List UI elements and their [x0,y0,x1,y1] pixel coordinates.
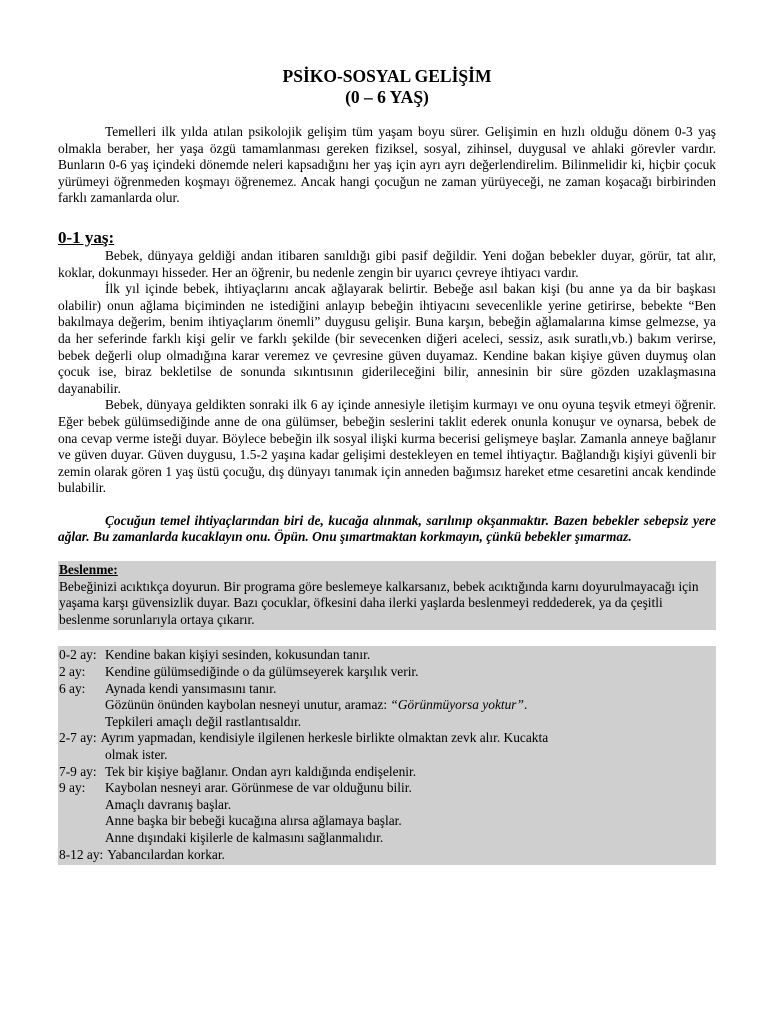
milestone-text-before: Gözünün önünden kaybolan nesneyi unutur, aramaz: [105,697,391,713]
milestone-age [59,697,105,714]
milestone-text: Anne başka bir bebeği kucağına alırsa ağlamaya başlar. [105,813,402,829]
intro-paragraph: Temelleri ilk yılda atılan psikolojik gelişim tüm yaşam boyu sürer. Gelişimin en hızlı olduğu dönem 0-3 yaş olmakla beraber, her yaşa özgü tamamlanması gereken fiziksel, sosyal, zihinsel, duygusal ve ahlaki görevler vardır. Bunların 0-6 yaş içindeki dönemde neleri kapsadığını her yaş için ayrı ayrı değerlendirelim. Bilinmelidir ki, hiçbir çocuk yürümeyi öğrenmeden koşmayı öğrenemez. Ancak hangi çocuğun ne zaman yürüyeceği, ne zaman koşacağı birbirinden farklı zamanlarda olur. [58,124,716,206]
milestone-row [59,764,713,781]
milestone-age: 0-2 ay: [59,647,97,663]
section-paragraph-3: Bebek, dünyaya geldikten sonraki ilk 6 ay içinde annesiyle iletişim kurmayı ve onu oyuna teşvik etmeyi öğrenir. Eğer bebek gülümsediğinde anne de ona gülümser, bebeğin seslerini taklit ederek onunla konuşur ve oynarsa, bebek de ona cevap verme isteği duyar. Böylece bebeğin ilk sosyal ilişki kurma becerisi gelişmeye başlar. Zamanla anneye bağlanır ve güven duyar. Güven duygusu, 1.5-2 yaşına kadar gelişimi destekleyen en temel ihtiyaçtır. Bağlandığı kişiyi güvenli bir zemin olarak gören 1 yaş üstü çocuğu, dış dünyayı tanımak için anneden bağımsız hareket etme cesaretini ancak kendinde bulabilir. [58,397,716,496]
milestone-age [59,747,105,764]
milestone-age [59,830,105,847]
section-body [58,248,716,497]
highlight-paragraph: Çocuğun temel ihtiyaçlarından biri de, kucağa alınmak, sarılınıp okşanmaktır. Bazen bebekler sebepsiz yere ağlar. Bu zamanlarda kucaklayın onu. Öpün. Onu şımartmaktan korkmayın, çünkü bebekler şımarmaz. [58,512,716,545]
milestone-age [59,813,105,830]
milestone-text: Tek bir kişiye bağlanır. Ondan ayrı kaldığında endişelenir. [105,763,417,779]
milestone-age: 9 ay: [59,780,86,796]
milestone-row [59,747,713,764]
section-heading: 0-1 yaş: [58,227,115,247]
milestone-row [59,830,713,847]
milestone-text-after: . [523,697,528,713]
milestone-row [59,647,713,664]
milestone-text: Amaçlı davranış başlar. [105,796,232,812]
milestone-age: 2-7 ay: [59,730,97,746]
milestones-box [58,646,716,865]
milestone-row [59,714,713,731]
milestone-row [59,730,713,747]
feeding-box-text: Bebeğinizi acıktıkça doyurun. Bir programa göre beslemeye kalkarsanız, bebek acıktığında karnı doyurulmayacağı için yaşama karşı güvensizlik duyar. Bazı çocuklar, öfkesini daha ilerki yaşlarda beslenmeyi reddederek, ya da çeşitli beslenme sorunlarıyla ortaya çıkarır. [59,578,699,627]
milestone-text: Yabancılardan korkar. [107,846,225,862]
milestone-age: 6 ay: [59,680,86,696]
milestone-text [105,697,713,714]
milestone-age: 7-9 ay: [59,763,97,779]
milestone-text: Kaybolan nesneyi arar. Görünmese de var olduğunu bilir. [105,780,412,796]
feeding-box-heading: Beslenme: [59,562,118,578]
milestone-row [59,847,713,864]
milestone-age [59,714,105,731]
milestone-text: Anne dışındaki kişilerle de kalmasını sağlanmalıdır. [105,829,384,845]
section-paragraph-2: İlk yıl içinde bebek, ihtiyaçlarını ancak ağlayarak belirtir. Bebeğe asıl bakan kişi (bu anne ya da bir başkası olabilir) onun ağlama biçiminden ne istediğini anlayıp bebeğin ihtiyacını sevecenlikle yerine getirirse, bebekte “Ben bakılmaya değerim, benim ihtiyaçlarım önemli” duygusu gelişir. Buna karşın, bebeğin ağlamalarına kimse gelmezse, ya da her seferinde farklı kişi gelir ve farklı şekilde (bir sevecenken diğeri aceleci, sessiz, asık suratlı,vb.) bakım verirse, bebek değerli olup olmadığına karar veremez ve çevresine güven duyamaz. Kendine bakan kişiye güven duymuş olan çocuk ise, biraz bekletilse de sonunda sıkıntısının giderileceğini bilir, annesinin bir süre gözden uzaklaşmasına dayanabilir. [58,281,716,396]
milestone-row [59,664,713,681]
milestone-text: Aynada kendi yansımasını tanır. [105,680,277,696]
document-page [58,66,716,865]
milestone-quote: “Görünmüyorsa yoktur” [390,697,524,713]
milestone-row [59,780,713,797]
milestone-age: 8-12 ay: [59,846,104,862]
title-line-1: PSİKO-SOSYAL GELİŞİM [282,66,492,86]
milestone-text: olmak ister. [105,747,168,762]
document-title [58,66,716,108]
title-line-2: (0 – 6 YAŞ) [345,87,429,107]
milestone-text: Tepkileri amaçlı değil rastlantısaldır. [105,713,302,729]
milestone-text: Kendine gülümsediğinde o da gülümseyerek karşılık verir. [105,664,419,680]
milestone-text: Ayrım yapmadan, kendisiyle ilgilenen herkesle birlikte olmaktan zevk alır. Kucakta [100,730,549,746]
milestone-age [59,797,105,814]
milestone-text: Kendine bakan kişiyi sesinden, kokusundan tanır. [105,647,371,663]
milestone-row [59,681,713,698]
section-paragraph-1: Bebek, dünyaya geldiği andan itibaren sanıldığı gibi pasif değildir. Yeni doğan bebekler duyar, görür, tat alır, koklar, dokunmayı hisseder. Her an öğrenir, bu nedenle zengin bir uyarıcı çevreye ihtiyacı vardır. [58,247,716,280]
milestone-age: 2 ay: [59,664,86,680]
milestone-row [59,813,713,830]
milestone-row [59,697,713,714]
milestone-row [59,797,713,814]
feeding-box [58,561,716,630]
